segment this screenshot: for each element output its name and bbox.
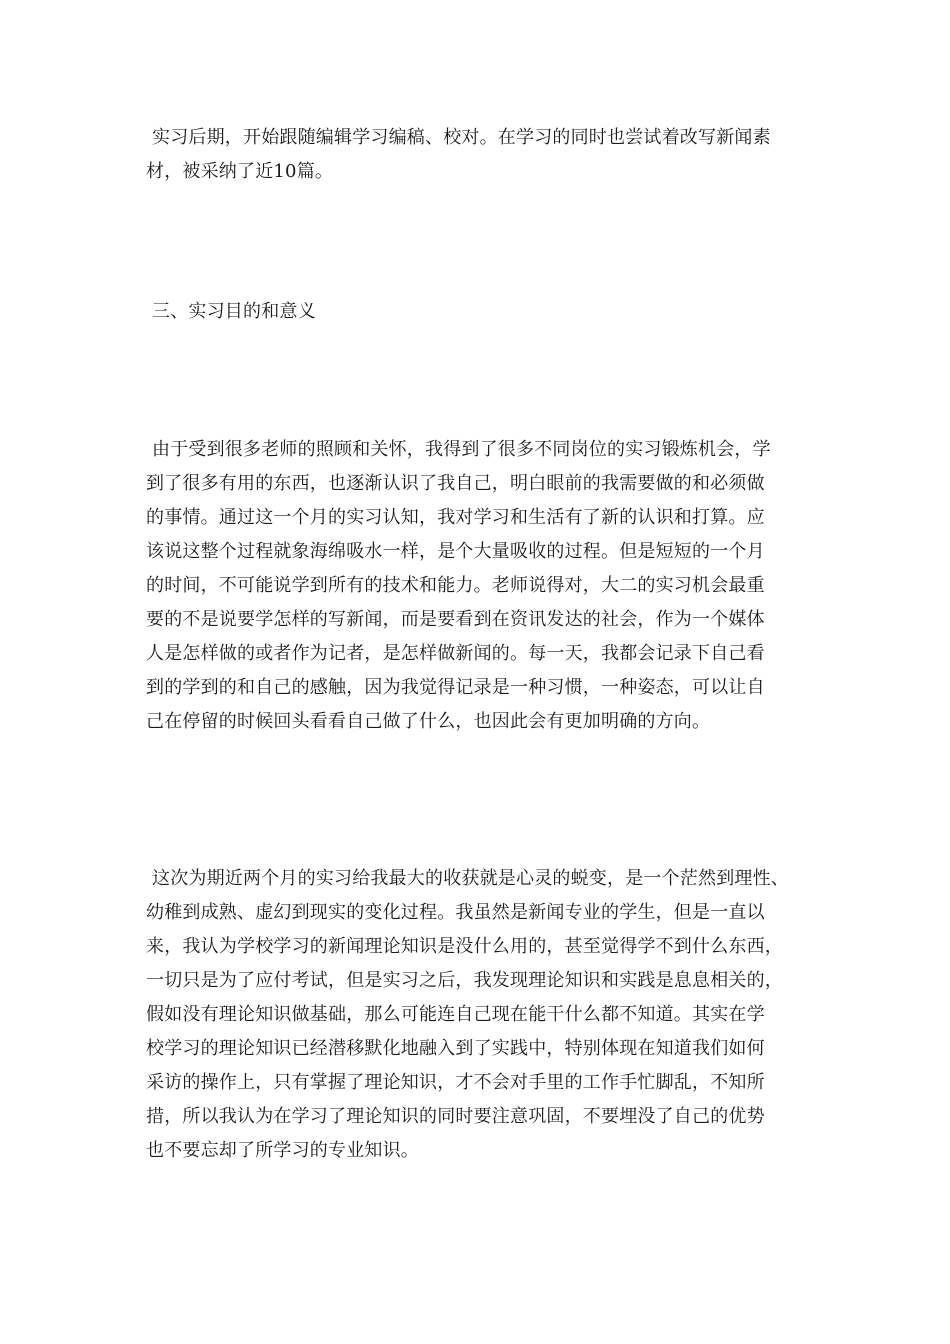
paragraph-line: 该说这整个过程就象海绵吸水一样，是个大量吸收的过程。但是短短的一个月 bbox=[146, 541, 765, 562]
paragraph-line: 幼稚到成熟、虚幻到现实的变化过程。我虽然是新闻专业的学生，但是一直以 bbox=[146, 902, 765, 923]
paragraph-line: 到了很多有用的东西，也逐渐认识了我自己，明白眼前的我需要做的和必须做 bbox=[146, 473, 765, 494]
paragraph-line: 材，被采纳了近10篇。 bbox=[146, 161, 334, 182]
paragraph-line: 这次为期近两个月的实习给我最大的收获就是心灵的蜕变，是一个茫然到理性、 bbox=[152, 868, 789, 889]
paragraph-line: 假如没有理论知识做基础，那么可能连自己现在能干什么都不知道。其实在学 bbox=[146, 1004, 765, 1025]
paragraph-line: 到的学到的和自己的感触，因为我觉得记录是一种习惯，一种姿态，可以让自 bbox=[146, 677, 765, 698]
paragraph-line: 的事情。通过这一个月的实习认知，我对学习和生活有了新的认识和打算。应 bbox=[146, 507, 765, 528]
paragraph-line: 措，所以我认为在学习了理论知识的同时要注意巩固，不要埋没了自己的优势 bbox=[146, 1106, 765, 1127]
paragraph-line: 人是怎样做的或者作为记者，是怎样做新闻的。每一天，我都会记录下自己看 bbox=[146, 643, 765, 664]
paragraph-line: 己在停留的时候回头看看自己做了什么，也因此会有更加明确的方向。 bbox=[146, 711, 711, 732]
paragraph-line: 的时间，不可能说学到所有的技术和能力。老师说得对，大二的实习机会最重 bbox=[146, 575, 765, 596]
paragraph-line: 由于受到很多老师的照顾和关怀，我得到了很多不同岗位的实习锻炼机会，学 bbox=[152, 439, 771, 460]
paragraph-learning-experience bbox=[146, 433, 811, 739]
section-heading-purpose bbox=[146, 295, 811, 329]
paragraph-line: 实习后期，开始跟随编辑学习编稿、校对。在学习的同时也尝试着改写新闻素 bbox=[152, 127, 771, 148]
paragraph-line: 采访的操作上，只有掌握了理论知识，才不会对手里的工作手忙脚乱，不知所 bbox=[146, 1072, 765, 1093]
paragraph-biggest-gain bbox=[146, 862, 811, 1168]
paragraph-line: 一切只是为了应付考试，但是实习之后，我发现理论知识和实践是息息相关的， bbox=[146, 970, 783, 991]
paragraph-line: 要的不是说要学怎样的写新闻，而是要看到在资讯发达的社会，作为一个媒体 bbox=[146, 609, 765, 630]
paragraph-internship-late-stage bbox=[146, 121, 811, 189]
paragraph-line: 校学习的理论知识已经潜移默化地融入到了实践中，特别体现在知道我们如何 bbox=[146, 1038, 765, 1059]
paragraph-line: 来，我认为学校学习的新闻理论知识是没什么用的，甚至觉得学不到什么东西， bbox=[146, 936, 783, 957]
section-heading-text: 三、实习目的和意义 bbox=[152, 301, 316, 322]
paragraph-line: 也不要忘却了所学习的专业知识。 bbox=[146, 1140, 419, 1161]
